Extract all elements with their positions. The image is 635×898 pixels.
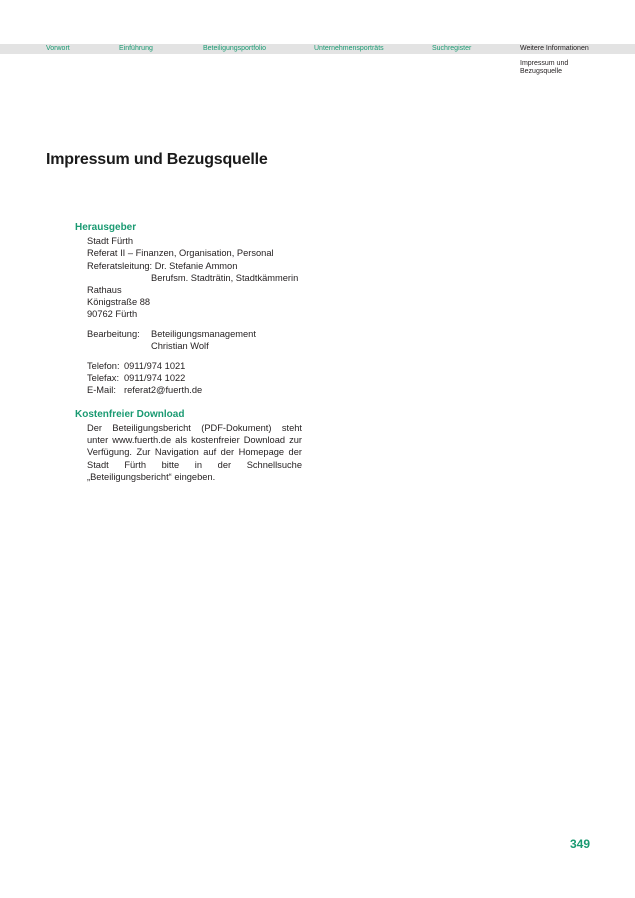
section-heading-herausgeber: Herausgeber — [75, 222, 137, 233]
publisher-dept: Referat II – Finanzen, Organisation, Personal — [87, 248, 274, 258]
editing-row — [87, 328, 256, 340]
lead-name: Dr. Stefanie Ammon — [154, 261, 238, 271]
email-row — [87, 384, 202, 396]
address-line-1: Rathaus — [87, 285, 122, 295]
subnav-impressum[interactable]: Impressum und Bezugsquelle — [520, 60, 569, 75]
download-description: Der Beteiligungsbericht (PDF-Dokument) steht unter www.fuerth.de als kostenfreier Download zur Verfügung. Zur Navigation auf der Homepage der Stadt Fürth bitte in der Schnellsuche „Beteiligungsbericht“ eingeben. — [87, 423, 302, 482]
nav-item-unternehmensportraets[interactable]: Unternehmensporträts — [314, 45, 384, 52]
nav-item-vorwort[interactable]: Vorwort — [46, 45, 70, 52]
editing-person: Christian Wolf — [151, 341, 209, 351]
department-lead-row — [87, 260, 237, 272]
nav-item-weitere-informationen[interactable]: Weitere Informationen — [520, 45, 589, 52]
section-heading-download: Kostenfreier Download — [75, 409, 185, 420]
nav-item-beteiligungsportfolio[interactable]: Beteiligungsportfolio — [203, 45, 267, 52]
fax-number: 0911/974 1022 — [124, 373, 186, 383]
editing-unit: Beteiligungsmanagement — [151, 329, 256, 339]
lead-title: Berufsm. Stadträtin, Stadtkämmerin — [151, 273, 299, 283]
address-line-2: Königstraße 88 — [87, 297, 151, 307]
fax-label: Telefax: — [87, 373, 120, 383]
page-title: Impressum und Bezugsquelle — [46, 151, 268, 168]
page-number: 349 — [570, 837, 591, 851]
publisher-org: Stadt Fürth — [87, 236, 133, 246]
phone-row — [87, 360, 185, 372]
phone-label: Telefon: — [87, 361, 120, 371]
phone-number: 0911/974 1021 — [124, 361, 186, 371]
address-line-3: 90762 Fürth — [87, 309, 138, 319]
lead-label: Referatsleitung: — [87, 261, 153, 271]
email-label: E-Mail: — [87, 385, 116, 395]
fax-row — [87, 372, 185, 384]
editing-label: Bearbeitung: — [87, 329, 140, 339]
nav-item-einfuehrung[interactable]: Einführung — [119, 45, 153, 52]
email-address[interactable]: referat2@fuerth.de — [124, 385, 203, 395]
nav-item-suchregister[interactable]: Suchregister — [432, 45, 472, 52]
